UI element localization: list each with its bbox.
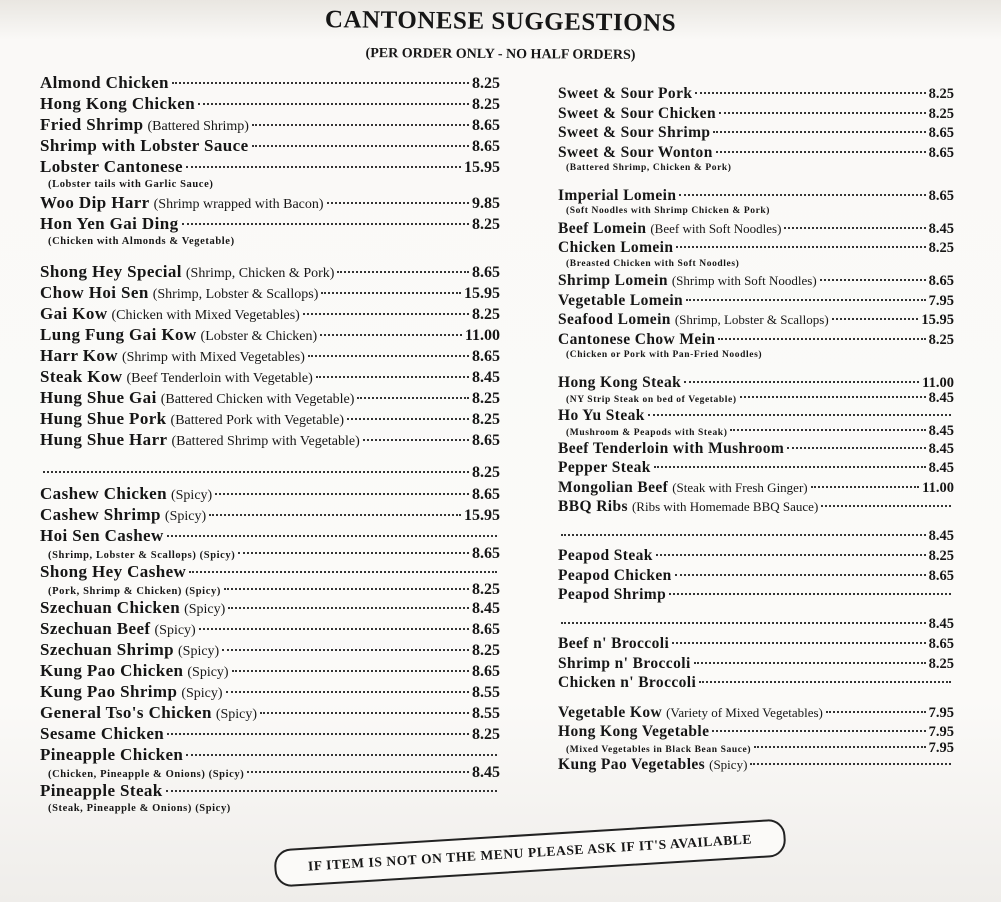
- dot-leader: [228, 607, 469, 609]
- item-price: 8.25: [472, 411, 500, 428]
- menu-item-row: [558, 755, 954, 775]
- item-name: Peapod Shrimp: [558, 586, 667, 603]
- item-name: Hung Shue Gai: [40, 388, 157, 407]
- availability-notice: IF ITEM IS NOT ON THE MENU PLEASE ASK IF IT'S AVAILABLE: [273, 818, 786, 887]
- menu-item-row: [40, 618, 500, 639]
- item-description: (Steak with Fresh Ginger): [672, 479, 808, 495]
- menu-item-note-row: [40, 234, 500, 249]
- item-name: Kung Pao Vegetables: [558, 756, 706, 773]
- dot-leader: [182, 223, 470, 225]
- dot-leader: [224, 588, 469, 590]
- dot-leader: [820, 279, 926, 281]
- item-name: Mongolian Beef: [558, 478, 669, 496]
- item-price: 8.45: [928, 527, 954, 544]
- item-description: (Shrimp with Soft Noodles): [671, 273, 817, 288]
- dot-leader: [363, 439, 469, 441]
- menu-item-row: [40, 681, 500, 702]
- item-name: Lung Fung Gai Kow: [40, 325, 197, 344]
- menu-item-row: [40, 639, 500, 660]
- menu-item-row: [40, 345, 500, 366]
- menu-item-note-row: [40, 177, 500, 192]
- dot-leader: [238, 552, 469, 554]
- item-price: 8.45: [928, 220, 954, 237]
- menu-item-row: [40, 261, 500, 282]
- item-price: 8.65: [928, 636, 954, 652]
- dot-leader: [826, 711, 926, 713]
- item-note: (Breasted Chicken with Soft Noodles): [566, 258, 740, 269]
- item-description: (Spicy): [709, 757, 748, 772]
- item-name: Pineapple Steak: [40, 781, 163, 800]
- menu-item-note-row: [558, 205, 954, 219]
- item-price: 8.25: [928, 548, 954, 564]
- item-price: 8.25: [928, 240, 954, 256]
- menu-item-row: [40, 660, 500, 681]
- item-note: (Chicken, Pineapple & Onions) (Spicy): [48, 769, 245, 780]
- dot-leader: [750, 763, 951, 765]
- item-price: 8.25: [472, 464, 500, 481]
- item-price: 8.65: [928, 273, 954, 289]
- section-gap: [558, 693, 954, 703]
- item-name: Ho Yu Steak: [558, 406, 645, 424]
- menu-item-row: [40, 561, 500, 582]
- item-name: Beef Lomein: [558, 219, 647, 237]
- item-price: 8.45: [928, 390, 954, 406]
- menu-item-row: [558, 238, 954, 258]
- menu-item-row: [558, 634, 954, 654]
- item-name: Hong Kong Steak: [558, 373, 682, 391]
- item-price: 8.45: [928, 423, 954, 439]
- dot-leader: [821, 505, 951, 507]
- dot-leader: [648, 414, 951, 416]
- item-note: (Lobster tails with Garlic Sauce): [48, 179, 214, 190]
- dot-leader: [787, 447, 925, 449]
- item-price: 8.65: [928, 144, 954, 161]
- item-note: (Shrimp, Lobster & Scallops) (Spicy): [48, 550, 236, 561]
- item-price: 8.25: [472, 390, 500, 407]
- menu-item-row: [558, 186, 954, 206]
- menu-item-row: [40, 324, 500, 345]
- menu-item-row: [40, 429, 500, 450]
- item-name: Pepper Steak: [558, 459, 651, 476]
- item-price: 8.65: [928, 125, 954, 141]
- item-price: 8.25: [472, 726, 500, 743]
- right-menu-column: [558, 84, 954, 775]
- dot-leader: [167, 535, 497, 537]
- dot-leader: [740, 396, 926, 398]
- menu-title: CANTONESE SUGGESTIONS: [324, 6, 677, 37]
- menu-item-row: [40, 114, 500, 135]
- menu-item-note-row: [558, 392, 954, 406]
- item-name: Lobster Cantonese: [40, 157, 183, 176]
- item-name: Cantonese Chow Mein: [558, 330, 716, 348]
- menu-item-row: [40, 93, 500, 114]
- item-price: 8.55: [472, 705, 500, 722]
- item-name: Chicken n' Broccoli: [558, 674, 697, 691]
- item-price: 8.45: [928, 440, 954, 457]
- dot-leader: [186, 166, 461, 168]
- menu-item-row: [40, 192, 500, 213]
- dot-leader: [754, 746, 926, 748]
- item-name: Shong Hey Cashew: [40, 562, 187, 581]
- item-price: 8.25: [472, 306, 500, 323]
- item-name: Pineapple Chicken: [40, 745, 184, 764]
- item-name: Hong Kong Vegetable: [558, 723, 710, 740]
- item-description: (Spicy): [215, 707, 258, 722]
- item-name: Hung Shue Harr: [40, 430, 168, 449]
- menu-item-row: [558, 527, 954, 547]
- menu-item-row: [40, 525, 500, 546]
- item-name: Almond Chicken: [40, 73, 169, 92]
- menu-item-note-row: [558, 349, 954, 363]
- item-price: 9.85: [472, 195, 500, 212]
- menu-item-note-row: [558, 425, 954, 439]
- menu-item-row: [40, 780, 500, 801]
- item-price: 11.00: [922, 374, 954, 391]
- item-note: (Battered Shrimp, Chicken & Pork): [566, 163, 732, 173]
- menu-item-row: [558, 84, 954, 104]
- item-description: (Lobster & Chicken): [200, 329, 318, 344]
- menu-item-row: [40, 135, 500, 156]
- menu-item-row: [40, 504, 500, 525]
- item-price: 8.65: [472, 545, 500, 562]
- dot-leader: [784, 227, 925, 229]
- item-name: Szechuan Chicken: [40, 598, 181, 617]
- dot-leader: [226, 691, 469, 693]
- dot-leader: [166, 790, 497, 792]
- dot-leader: [172, 82, 469, 84]
- item-description: (Spicy): [154, 623, 196, 638]
- menu-item-row: [558, 585, 954, 605]
- dot-leader: [316, 376, 469, 378]
- section-gap: [558, 605, 954, 615]
- item-price: 8.45: [472, 764, 500, 781]
- dot-leader: [199, 628, 469, 630]
- item-name: Sweet & Sour Chicken: [558, 104, 716, 122]
- item-price: 11.00: [464, 327, 500, 344]
- item-price: 8.25: [472, 581, 500, 598]
- item-description: (Ribs with Homemade BBQ Sauce): [631, 499, 819, 514]
- menu-item-row: [558, 330, 954, 350]
- item-price: 8.25: [928, 655, 954, 672]
- menu-item-row: [558, 291, 954, 311]
- dot-leader: [719, 112, 926, 114]
- item-name: Beef Tenderloin with Mushroom: [558, 439, 785, 457]
- menu-item-row: [558, 654, 954, 674]
- item-name: Sweet & Sour Wonton: [558, 143, 713, 161]
- dot-leader: [347, 418, 469, 420]
- item-price: 8.65: [928, 187, 954, 204]
- item-price: 8.65: [472, 663, 500, 680]
- item-name: Steak Kow: [40, 367, 123, 386]
- item-description: (Spicy): [170, 488, 213, 503]
- item-name: Gai Kow: [40, 304, 108, 323]
- item-description: (Shrimp, Chicken & Pork): [185, 266, 335, 281]
- menu-item-row: [558, 123, 954, 143]
- item-name: Sweet & Sour Shrimp: [558, 124, 711, 141]
- menu-item-row: [40, 702, 500, 723]
- item-name: Chicken Lomein: [558, 239, 674, 256]
- dot-leader: [308, 355, 469, 357]
- dot-leader: [252, 124, 469, 126]
- item-price: 7.95: [928, 739, 954, 756]
- menu-item-note-row: [558, 258, 954, 272]
- item-name: BBQ Ribs: [558, 498, 628, 515]
- dot-leader: [357, 397, 469, 399]
- menu-item-row: [40, 408, 500, 429]
- dot-leader: [699, 681, 951, 683]
- item-price: 8.65: [472, 486, 500, 503]
- item-price: 11.00: [922, 479, 954, 496]
- menu-subtitle: (PER ORDER ONLY - NO HALF ORDERS): [365, 46, 636, 63]
- menu-item-row: [558, 219, 954, 239]
- item-price: 8.65: [472, 264, 500, 281]
- menu-item-row: [40, 72, 500, 93]
- item-name: Vegetable Kow: [558, 703, 663, 721]
- item-description: (Spicy): [187, 665, 229, 680]
- item-price: 8.65: [472, 117, 500, 134]
- dot-leader: [247, 771, 469, 773]
- menu-item-row: [40, 282, 500, 303]
- item-note: (NY Strip Steak on bed of Vegetable): [566, 395, 737, 405]
- item-name: Harr Kow: [40, 346, 118, 365]
- item-description: (Beef with Soft Noodles): [650, 220, 782, 236]
- dot-leader: [252, 145, 469, 147]
- menu-item-row: [558, 615, 954, 635]
- item-name: Kung Pao Shrimp: [40, 682, 178, 701]
- item-price: 8.65: [472, 138, 500, 155]
- dot-leader: [811, 486, 920, 488]
- item-price: 15.95: [464, 507, 500, 524]
- dot-leader: [684, 381, 919, 383]
- item-price: 7.95: [928, 724, 954, 740]
- item-note: (Pork, Shrimp & Chicken) (Spicy): [48, 586, 221, 597]
- item-description: (Chicken with Mixed Vegetables): [111, 308, 300, 323]
- item-description: (Beef Tenderloin with Vegetable): [126, 371, 313, 386]
- item-price: 8.65: [472, 348, 500, 365]
- dot-leader: [716, 151, 926, 153]
- dot-leader: [694, 662, 926, 664]
- item-name: Hung Shue Pork: [40, 409, 167, 428]
- item-note: (Chicken with Almonds & Vegetable): [48, 236, 235, 247]
- item-name: Chow Hoi Sen: [40, 283, 149, 302]
- dot-leader: [209, 514, 461, 516]
- item-price: 8.65: [472, 621, 500, 638]
- section-gap: [40, 249, 500, 261]
- item-description: (Spicy): [184, 602, 226, 617]
- menu-item-row: [558, 373, 954, 393]
- dot-leader: [679, 194, 925, 196]
- item-note: (Steak, Pineapple & Onions) (Spicy): [48, 803, 231, 814]
- item-description: (Spicy): [164, 509, 207, 524]
- item-name: Shong Hey Special: [40, 262, 182, 281]
- item-name: Shrimp Lomein: [558, 272, 668, 289]
- menu-item-note-row: [40, 546, 500, 561]
- menu-item-row: [40, 462, 500, 483]
- item-price: 8.55: [472, 684, 500, 701]
- item-description: (Shrimp, Lobster & Scallops): [152, 287, 319, 302]
- item-price: 8.25: [472, 642, 500, 659]
- section-gap: [558, 517, 954, 527]
- dot-leader: [561, 534, 926, 536]
- item-description: (Variety of Mixed Vegetables): [666, 704, 823, 720]
- dot-leader: [198, 103, 469, 105]
- dot-leader: [337, 271, 469, 273]
- menu-item-row: [558, 673, 954, 693]
- menu-item-row: [40, 213, 500, 234]
- item-description: (Shrimp with Mixed Vegetables): [121, 350, 305, 365]
- item-note: (Soft Noodles with Shrimp Chicken & Pork): [566, 206, 771, 216]
- item-price: 7.95: [928, 704, 954, 721]
- menu-item-row: [40, 387, 500, 408]
- item-description: (Shrimp wrapped with Bacon): [153, 197, 324, 212]
- menu-item-row: [558, 310, 954, 330]
- menu-item-row: [558, 566, 954, 586]
- dot-leader: [675, 574, 926, 576]
- menu-item-row: [558, 546, 954, 566]
- item-description: (Spicy): [181, 686, 223, 701]
- menu-item-row: [558, 478, 954, 498]
- item-note: (Mushroom & Peapods with Steak): [566, 428, 728, 438]
- item-description: (Shrimp, Lobster & Scallops): [674, 312, 829, 327]
- menu-item-row: [40, 303, 500, 324]
- item-price: 15.95: [921, 312, 954, 328]
- menu-item-row: [558, 104, 954, 124]
- menu-item-row: [40, 597, 500, 618]
- dot-leader: [832, 318, 919, 320]
- dot-leader: [686, 299, 926, 301]
- item-price: 8.25: [928, 105, 954, 122]
- menu-item-note-row: [40, 582, 500, 597]
- item-price: 8.25: [472, 96, 500, 113]
- item-price: 8.45: [472, 600, 500, 617]
- item-price: 8.45: [472, 369, 500, 386]
- dot-leader: [232, 670, 469, 672]
- item-price: 8.25: [472, 216, 500, 233]
- menu-item-note-row: [558, 739, 954, 756]
- item-name: Sweet & Sour Pork: [558, 85, 693, 102]
- item-description: (Battered Shrimp): [147, 119, 249, 134]
- menu-item-row: [558, 722, 954, 742]
- dot-leader: [730, 429, 925, 431]
- item-name: Hoi Sen Cashew: [40, 526, 164, 545]
- item-description: (Battered Pork with Vegetable): [170, 413, 345, 428]
- menu-item-row: [558, 497, 954, 517]
- menu-item-row: [40, 483, 500, 504]
- dot-leader: [43, 471, 469, 473]
- section-gap: [558, 363, 954, 373]
- dot-leader: [327, 202, 469, 204]
- item-name: Fried Shrimp: [40, 115, 144, 134]
- menu-item-row: [558, 271, 954, 291]
- item-price: 8.65: [472, 432, 500, 449]
- menu-item-note-row: [558, 162, 954, 176]
- item-name: Imperial Lomein: [558, 186, 677, 204]
- item-name: Cashew Shrimp: [40, 505, 161, 524]
- dot-leader: [215, 493, 469, 495]
- item-name: Hon Yen Gai Ding: [40, 214, 179, 233]
- dot-leader: [222, 649, 469, 651]
- item-price: 8.45: [928, 615, 954, 632]
- item-price: 15.95: [464, 285, 500, 302]
- menu-item-note-row: [40, 801, 500, 816]
- item-price: 8.45: [928, 460, 954, 476]
- menu-item-note-row: [40, 765, 500, 780]
- dot-leader: [260, 712, 469, 714]
- dot-leader: [676, 246, 925, 248]
- section-gap: [558, 176, 954, 186]
- dot-leader: [189, 571, 497, 573]
- item-price: 8.25: [472, 75, 500, 92]
- item-name: Shrimp with Lobster Sauce: [40, 136, 249, 155]
- item-name: Sesame Chicken: [40, 724, 165, 743]
- item-name: Szechuan Shrimp: [40, 640, 174, 659]
- item-note: (Chicken or Pork with Pan-Fried Noodles): [566, 350, 763, 360]
- dot-leader: [669, 593, 951, 595]
- menu-item-row: [40, 723, 500, 744]
- item-name: Beef n' Broccoli: [558, 635, 670, 652]
- item-name: Hong Kong Chicken: [40, 94, 196, 113]
- item-name: Cashew Chicken: [40, 484, 167, 503]
- item-name: Kung Pao Chicken: [40, 661, 184, 680]
- item-price: 7.95: [928, 292, 954, 309]
- dot-leader: [654, 466, 926, 468]
- dot-leader: [303, 313, 469, 315]
- dot-leader: [712, 730, 925, 732]
- dot-leader: [672, 642, 925, 644]
- dot-leader: [718, 338, 925, 340]
- menu-item-row: [40, 744, 500, 765]
- item-note: (Mixed Vegetables in Black Bean Sauce): [566, 744, 752, 755]
- dot-leader: [695, 92, 925, 94]
- menu-item-row: [40, 156, 500, 177]
- item-name: Shrimp n' Broccoli: [558, 654, 691, 672]
- menu-item-row: [558, 406, 954, 426]
- item-description: (Spicy): [178, 644, 220, 659]
- menu-item-row: [558, 439, 954, 459]
- item-name: Peapod Steak: [558, 547, 653, 564]
- dot-leader: [320, 334, 462, 336]
- item-name: Vegetable Lomein: [558, 291, 684, 309]
- item-price: 15.95: [464, 159, 500, 176]
- item-name: General Tso's Chicken: [40, 703, 212, 722]
- left-menu-column: [40, 72, 500, 816]
- dot-leader: [561, 622, 926, 624]
- dot-leader: [186, 754, 497, 756]
- menu-item-row: [40, 366, 500, 387]
- item-name: Peapod Chicken: [558, 566, 672, 584]
- dot-leader: [167, 733, 469, 735]
- menu-item-row: [558, 703, 954, 723]
- dot-leader: [713, 131, 925, 133]
- item-price: 8.65: [928, 567, 954, 584]
- item-name: Szechuan Beef: [40, 619, 151, 638]
- dot-leader: [321, 292, 461, 294]
- item-price: 8.25: [928, 86, 954, 102]
- dot-leader: [656, 554, 926, 556]
- item-name: Seafood Lomein: [558, 311, 671, 328]
- menu-item-row: [558, 143, 954, 163]
- menu-item-row: [558, 458, 954, 478]
- item-description: (Battered Chicken with Vegetable): [160, 392, 355, 407]
- item-description: (Battered Shrimp with Vegetable): [171, 434, 360, 449]
- item-name: Woo Dip Harr: [40, 193, 150, 212]
- item-price: 8.25: [928, 331, 954, 348]
